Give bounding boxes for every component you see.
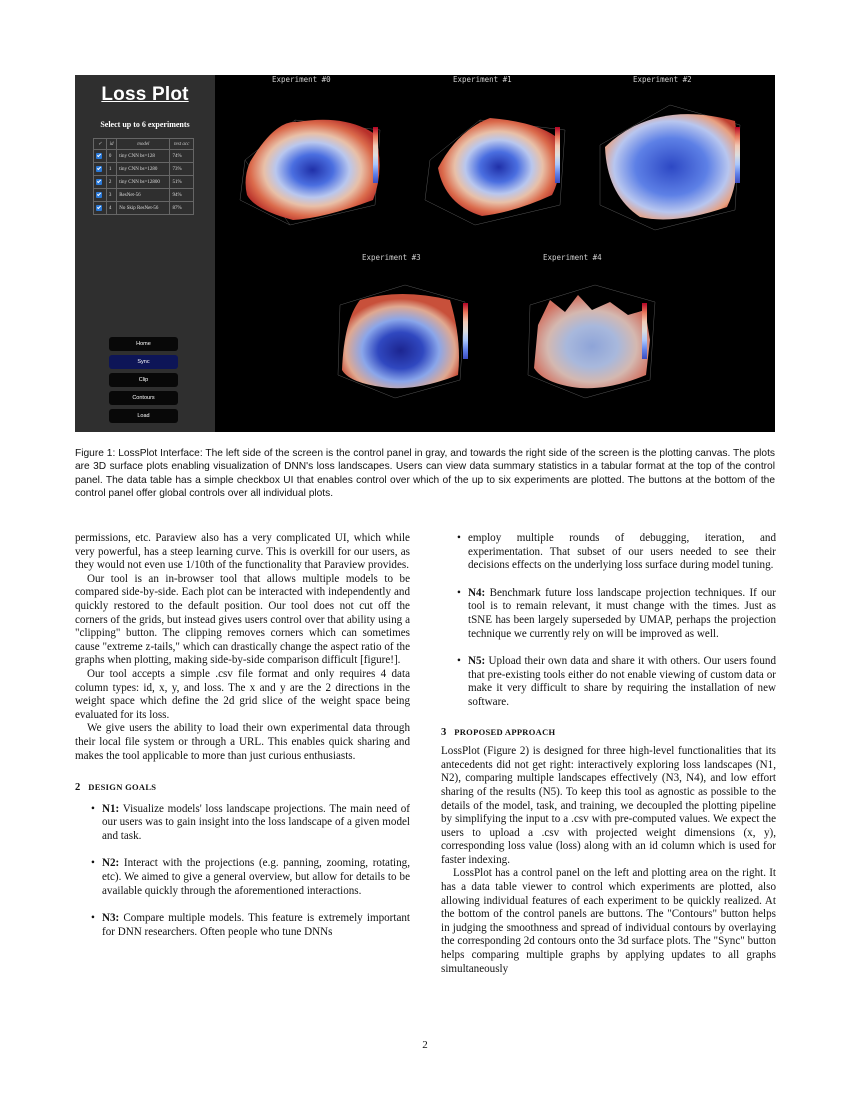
colorbar-4 bbox=[642, 303, 647, 359]
section-heading-3 bbox=[441, 726, 776, 740]
experiment-checkbox[interactable] bbox=[96, 166, 102, 172]
table-header-row bbox=[94, 139, 194, 150]
experiment-id: 4 bbox=[106, 202, 116, 215]
colorbar-2 bbox=[735, 127, 740, 183]
experiment-model: tiny CNN bs=128 bbox=[117, 150, 170, 163]
paragraph: Our tool accepts a simple .csv file format and only requires 4 data column types: id, x, y, and loss. The x and y are the 2 directions in the weight space which define the 2d grid slice of the weight space being evaluated for its loss. bbox=[75, 667, 410, 721]
list-item: • N4: Benchmark future loss landscape projection techniques. If our tool is to remain relevant, it must change with the times. Just as tSNE has been largely superseded by UMAP, perhaps the projection technique we currently rely on will be improved as well. bbox=[441, 587, 776, 641]
experiments-table bbox=[93, 138, 194, 215]
surface-plot-3[interactable] bbox=[330, 280, 470, 400]
experiment-model: tiny CNN bs=12800 bbox=[117, 176, 170, 189]
experiment-id: 0 bbox=[106, 150, 116, 163]
paragraph: We give users the ability to load their own experimental data through their local file system or through a URL. This enables quick sharing and makes the tool applicable to more than just curious enthusiasts. bbox=[75, 722, 410, 762]
test-acc-column-header: test acc bbox=[170, 139, 194, 150]
experiment-checkbox[interactable] bbox=[96, 205, 102, 211]
colorbar-3 bbox=[463, 303, 468, 359]
table-row[interactable] bbox=[94, 202, 194, 215]
table-row[interactable] bbox=[94, 176, 194, 189]
table-row[interactable] bbox=[94, 150, 194, 163]
plot-title-4: Experiment #4 bbox=[543, 253, 602, 262]
experiment-id: 3 bbox=[106, 189, 116, 202]
experiment-id: 1 bbox=[106, 163, 116, 176]
experiment-acc: 73% bbox=[170, 163, 194, 176]
table-row[interactable] bbox=[94, 189, 194, 202]
contours-button[interactable]: Contours bbox=[109, 391, 178, 405]
paragraph: LossPlot has a control panel on the left and plotting area on the right. It has a data table viewer to control which experiments are plotted, also allowing individual features of each experiment to be quickly realized. At the bottom of the control panels are buttons. The "Contours" button helps in judging the smoothness and spread of individual contours by overlaying the corresponding 2d contours onto the 3d surface plots. The "Sync" button helps comparing multiple graphs by applying updates to all graphs simultaneously bbox=[441, 867, 776, 975]
surface-plot-0[interactable] bbox=[235, 100, 385, 230]
control-panel bbox=[75, 75, 215, 432]
section-title: PROPOSED APPROACH bbox=[454, 726, 556, 737]
section-title: DESIGN GOALS bbox=[88, 782, 157, 793]
experiment-model: tiny CNN bs=1280 bbox=[117, 163, 170, 176]
experiment-checkbox[interactable] bbox=[96, 153, 102, 159]
page-number: 2 bbox=[422, 1039, 428, 1051]
experiment-checkbox[interactable] bbox=[96, 179, 102, 185]
list-item: • N1: Visualize models' loss landscape projections. The main need of our users was to gain insight into the loss landscape of a given model and task. bbox=[75, 803, 410, 844]
list-item: • N2: Interact with the projections (e.g. panning, zooming, rotating, etc). We aimed to give a general overview, but allow for details to be available quickly through the aforementioned interactions. bbox=[75, 857, 410, 898]
paragraph: permissions, etc. Paraview also has a very complicated UI, which while very powerful, has a steep learning curve. This is overkill for our users, as they would not even use 1/10th of the functionality that Paraview provides. bbox=[75, 532, 410, 572]
list-item: • N5: Upload their own data and share it with others. Our users found that pre-existing tools either do not enable viewing of custom data or make it very difficult to share by requiring the installation of new software. bbox=[441, 655, 776, 709]
checkbox-column-header: ✓ bbox=[94, 139, 107, 150]
sync-button[interactable]: Sync bbox=[109, 355, 178, 369]
experiment-checkbox[interactable] bbox=[96, 192, 102, 198]
colorbar-1 bbox=[555, 127, 560, 183]
plot-title-0: Experiment #0 bbox=[272, 75, 331, 84]
select-experiments-label: Select up to 6 experiments bbox=[100, 120, 190, 129]
clip-button[interactable]: Clip bbox=[109, 373, 178, 387]
right-column bbox=[441, 532, 776, 976]
plot-title-3: Experiment #3 bbox=[362, 253, 421, 262]
home-button[interactable]: Home bbox=[109, 337, 178, 351]
experiment-acc: 94% bbox=[170, 189, 194, 202]
left-column bbox=[75, 532, 410, 939]
experiment-acc: 51% bbox=[170, 176, 194, 189]
experiment-model: No Skip ResNet-56 bbox=[117, 202, 170, 215]
section-number: 3 bbox=[441, 726, 447, 738]
experiment-acc: 87% bbox=[170, 202, 194, 215]
table-row[interactable] bbox=[94, 163, 194, 176]
paragraph: Our tool is an in-browser tool that allows multiple models to be compared side-by-side. Each plot can be interacted with independently and quickly restored to the default position. Our tool does not cut off the corners of the grids, but instead gives users control over that ability using a "clipping" button. The clipping removes corners which can sometimes cause "extreme z-tails," which can drastically change the aspect ratio of the graphs when plotting, making side-by-side comparison difficult [figure!]. bbox=[75, 572, 410, 667]
model-column-header: model bbox=[117, 139, 170, 150]
figure-caption: Figure 1: LossPlot Interface: The left side of the screen is the control panel in gray, and towards the right side of the screen is the plotting canvas. The plots are 3D surface plots enabling visualization of DNN's loss landscapes. Users can view data summary statistics in a tabular format at the top of the control panel. The data table has a simple checkbox UI that enables control over which of the up to six experiments are plotted. The buttons at the bottom of the control panel offer global controls over all individual plots. bbox=[75, 448, 775, 500]
paragraph: LossPlot (Figure 2) is designed for three high-level functionalities that its antecedents did not get right: interactively exploring loss landscapes (N1, N2), comparing multiple landscapes effectively (N3, N4), and low effort sharing of the results (N5). To keep this tool as agnostic as possible to the details of the model, task, and training, we decoupled the plotting pipeline by simplifying the input to a .csv with pre-computed values. We expect the users to upload a .csv with projected weight dimensions (x, y), corresponding loss value (loss) along with an id column which is used for faster indexing. bbox=[441, 745, 776, 866]
load-button[interactable]: Load bbox=[109, 409, 178, 423]
id-column-header: id bbox=[106, 139, 116, 150]
experiment-id: 2 bbox=[106, 176, 116, 189]
surface-plot-2[interactable] bbox=[595, 95, 745, 235]
section-number: 2 bbox=[75, 782, 81, 794]
surface-plot-4[interactable] bbox=[520, 280, 660, 400]
section-heading-2 bbox=[75, 781, 410, 795]
plot-title-1: Experiment #1 bbox=[453, 75, 512, 84]
losplot-figure bbox=[75, 75, 775, 432]
list-item-continued: • employ multiple rounds of debugging, iteration, and experimentation. That subset of our users needed to see their decisions effects on the underlying loss surface during model tuning. bbox=[441, 532, 776, 573]
experiment-acc: 74% bbox=[170, 150, 194, 163]
surface-plot-1[interactable] bbox=[420, 100, 570, 230]
list-item: • N3: Compare multiple models. This feature is extremely important for DNN researchers. Often people who tune DNNs bbox=[75, 912, 410, 939]
experiment-model: ResNet-56 bbox=[117, 189, 170, 202]
plot-title-2: Experiment #2 bbox=[633, 75, 692, 84]
app-title: Loss Plot bbox=[101, 84, 189, 105]
colorbar-0 bbox=[373, 127, 378, 183]
